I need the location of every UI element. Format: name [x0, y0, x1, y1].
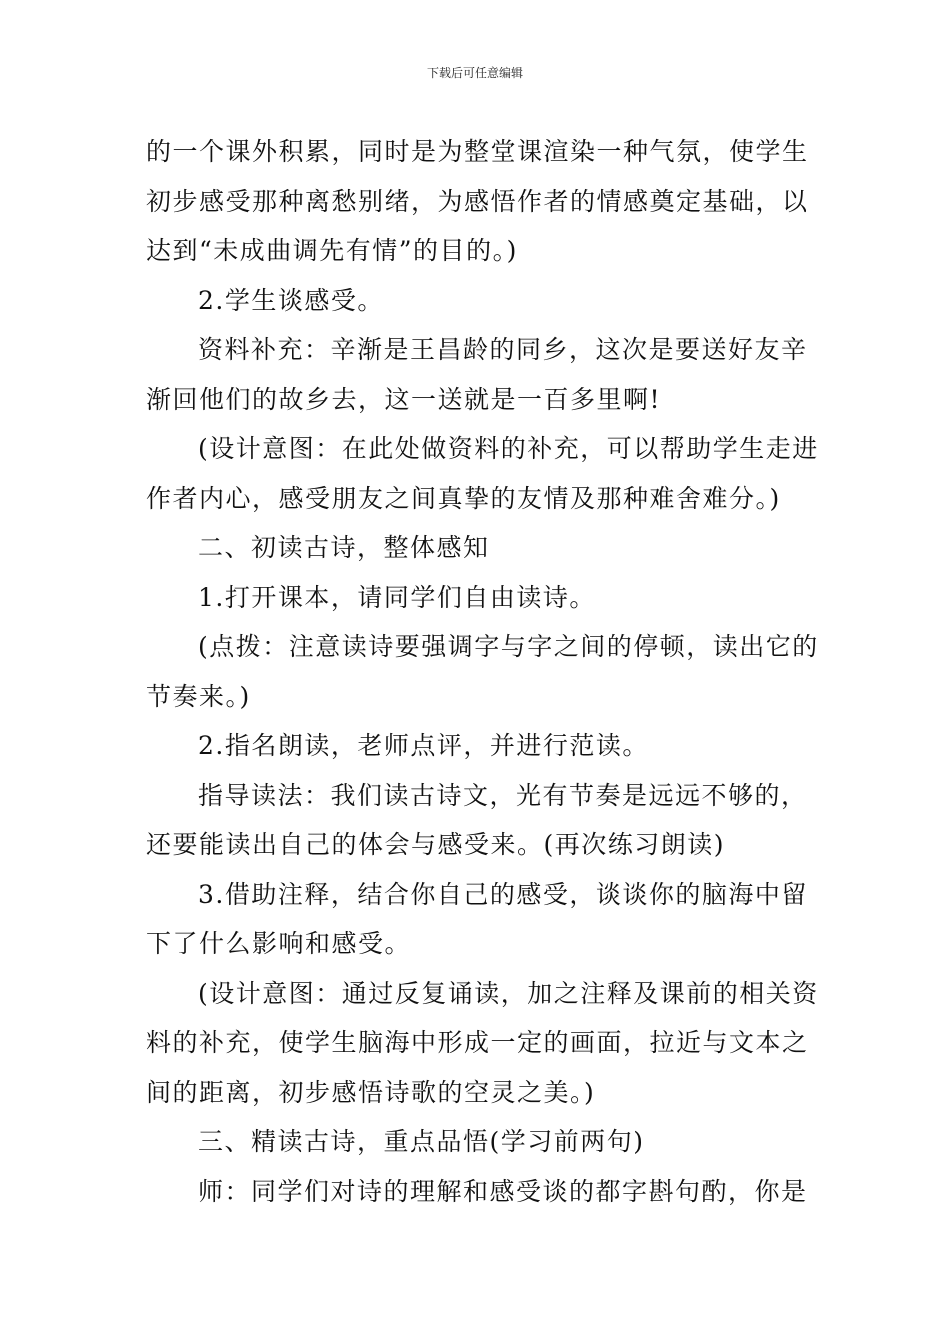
- text-line: (设计意图：通过反复诵读，加之注释及课前的相关资: [198, 978, 819, 1008]
- text-line: 二、初读古诗，整体感知: [198, 533, 490, 562]
- text-line: 节奏来。): [146, 681, 251, 711]
- page-header: 下载后可任意编辑: [426, 66, 523, 80]
- text-line: 还要能读出自己的体会与感受来。(再次练习朗读): [146, 830, 726, 859]
- text-line: 3.借助注释，结合你自己的感受，谈谈你的脑海中留: [198, 879, 808, 909]
- text-line: (设计意图：在此处做资料的补充，可以帮助学生走进: [198, 434, 819, 463]
- text-line: 料的补充，使学生脑海中形成一定的画面，拉近与文本之: [146, 1028, 809, 1057]
- text-line: 下了什么影响和感受。: [146, 929, 412, 958]
- text-line: (点拨：注意读诗要强调字与字之间的停顿，读出它的: [198, 632, 819, 661]
- text-line: 的一个课外积累，同时是为整堂课渲染一种气氛，使学生: [146, 137, 809, 166]
- text-line: 三、精读古诗，重点品悟(学习前两句): [198, 1127, 645, 1156]
- text-line: 指导读法：我们读古诗文，光有节奏是远远不够的，: [198, 780, 808, 810]
- text-line: 2.学生谈感受。: [198, 285, 384, 315]
- text-line: 达到“未成曲调先有情”的目的。): [146, 236, 518, 265]
- text-line: 1.打开课本，请同学们自由读诗。: [198, 582, 596, 612]
- text-line: 2.指名朗读，老师点评，并进行范读。: [198, 731, 649, 760]
- document-body: [146, 127, 819, 1216]
- text-line: 资料补充：辛渐是王昌龄的同乡，这次是要送好友辛: [198, 335, 808, 364]
- text-line: 作者内心，感受朋友之间真挚的友情及那种难舍难分。): [146, 483, 781, 513]
- text-line: 间的距离，初步感悟诗歌的空灵之美。): [146, 1077, 596, 1107]
- text-line: 初步感受那种离愁别绪，为感悟作者的情感奠定基础，以: [146, 186, 809, 216]
- text-line: 师：同学们对诗的理解和感受谈的都字斟句酌，你是: [198, 1176, 808, 1206]
- text-line: 渐回他们的故乡去，这一送就是一百多里啊!: [146, 384, 662, 414]
